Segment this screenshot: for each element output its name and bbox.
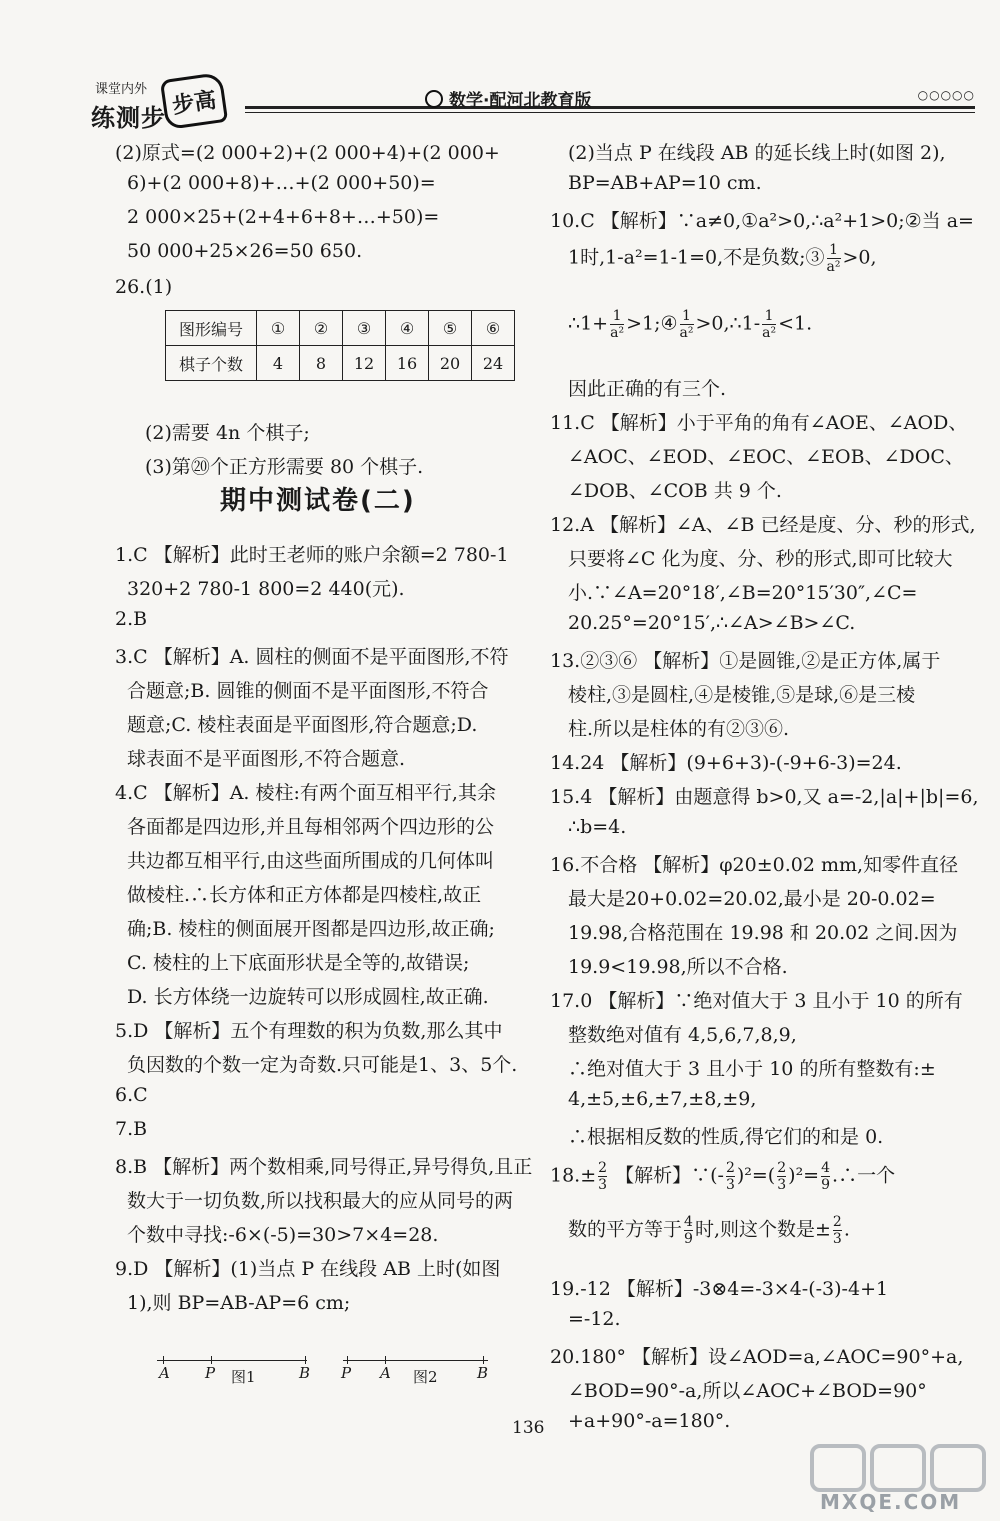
fraction <box>821 1160 830 1193</box>
table-cell: ① <box>257 311 300 346</box>
text-line: 小.∵∠A=20°18′,∠B=20°15′30″,∠C= <box>568 582 918 604</box>
fraction <box>827 242 841 275</box>
figure-caption: 图1 <box>231 1368 256 1386</box>
text-span: .∴一个 <box>832 1164 896 1187</box>
text-span: >1;④ <box>626 312 678 335</box>
text-line: 棱柱,③是圆柱,④是棱锥,⑤是球,⑥是三棱 <box>568 684 916 706</box>
text-span: >0, <box>842 246 877 269</box>
table-cell: 20 <box>429 346 472 381</box>
numerator: 1 <box>764 308 774 324</box>
text-span: )²=( <box>736 1164 776 1187</box>
text-span: 时,则这个数是± <box>694 1218 831 1241</box>
text-line: ∴b=4. <box>568 816 627 838</box>
text-line <box>568 1214 850 1247</box>
text-line: 19.9<19.98,所以不合格. <box>568 956 788 978</box>
text-line: 个数中寻找:-6×(-5)=30>7×4=28. <box>127 1224 439 1246</box>
text-line: D. 长方体绕一边旋转可以形成圆柱,故正确. <box>127 986 489 1008</box>
segment-line <box>157 1360 307 1361</box>
text-span: 【解析】∵(- <box>609 1164 724 1187</box>
table-cell: ② <box>300 311 343 346</box>
text-line: 13.②③⑥ 【解析】①是圆锥,②是正方体,属于 <box>550 650 941 672</box>
table-cell: 图形编号 <box>166 311 257 346</box>
text-line: ∴绝对值大于 3 且小于 10 的所有整数有:± <box>568 1058 936 1080</box>
text-line: 各面都是四边形,并且每相邻两个四边形的公 <box>127 816 495 838</box>
text-span: )²= <box>788 1164 820 1187</box>
section-title: 期中测试卷(二) <box>220 486 416 516</box>
denominator: 3 <box>832 1231 842 1247</box>
numerator: 2 <box>777 1160 787 1176</box>
numerator: 2 <box>598 1160 608 1176</box>
text-line: 320+2 780-1 800=2 440(元). <box>127 578 405 600</box>
point-label: A <box>159 1364 170 1382</box>
text-span: 18.± <box>550 1164 597 1187</box>
point-tick <box>347 1356 348 1364</box>
text-span: ∴1+ <box>568 312 609 335</box>
text-line: ∠AOC、∠EOD、∠EOC、∠EOB、∠DOC、 <box>568 446 964 468</box>
text-line: (2)当点 P 在线段 AB 的延长线上时(如图 2), <box>568 142 946 164</box>
text-line: 19.-12 【解析】-3⊗4=-3×4-(-3)-4+1 <box>550 1278 889 1300</box>
text-line: 整数绝对值有 4,5,6,7,8,9, <box>568 1024 797 1046</box>
text-line: 17.0 【解析】∵绝对值大于 3 且小于 10 的所有 <box>550 990 963 1012</box>
fraction <box>833 1214 842 1247</box>
table-cell: ⑤ <box>429 311 472 346</box>
text-line: 2 000×25+(2+4+6+8+…+50)= <box>127 206 440 228</box>
text-line <box>568 308 812 341</box>
text-line: 20.180° 【解析】设∠AOD=a,∠AOC=90°+a, <box>550 1346 964 1368</box>
watermark-text: MXQE.COM <box>820 1490 962 1514</box>
text-line: 9.D 【解析】(1)当点 P 在线段 AB 上时(如图 <box>115 1258 501 1280</box>
text-line: 共边都互相平行,由这些面所围成的几何体叫 <box>127 850 495 872</box>
fraction <box>598 1160 607 1193</box>
table-cell: 24 <box>472 346 515 381</box>
fraction <box>610 308 624 341</box>
text-line: (2)需要 4n 个棋子; <box>145 422 310 444</box>
text-line: 只要将∠C 化为度、分、秒的形式,即可比较大 <box>568 548 953 570</box>
point-label: B <box>477 1364 489 1382</box>
text-line: 14.24 【解析】(9+6+3)-(-9+6-3)=24. <box>550 752 902 774</box>
fraction <box>762 308 776 341</box>
figure-caption: 图2 <box>413 1368 438 1386</box>
text-line: +a+90°-a=180°. <box>568 1410 731 1432</box>
text-line: 6.C <box>115 1084 148 1106</box>
text-span: 1时,1-a²=1-1=0,不是负数;③ <box>568 246 825 269</box>
numerator: 2 <box>832 1214 842 1230</box>
point-tick <box>305 1356 306 1364</box>
text-line: 11.C 【解析】小于平角的角有∠AOE、∠AOD、 <box>550 412 968 434</box>
chess-table <box>165 310 515 381</box>
text-line: ∠BOD=90°-a,所以∠AOC+∠BOD=90° <box>568 1380 927 1402</box>
text-line: ∠DOB、∠COB 共 9 个. <box>568 480 782 502</box>
text-line: 数大于一切负数,所以找积最大的应从同号的两 <box>127 1190 514 1212</box>
numerator: 1 <box>829 242 838 258</box>
point-tick <box>163 1356 164 1364</box>
text-line: 球表面不是平面图形,不符合题意. <box>127 748 406 770</box>
header-rule-thin <box>245 112 975 113</box>
table-cell: ④ <box>386 311 429 346</box>
text-line: 12.A 【解析】∠A、∠B 已经是度、分、秒的形式, <box>550 514 976 536</box>
text-line: 柱.所以是柱体的有②③⑥. <box>568 718 790 740</box>
text-line: 10.C 【解析】∵a≠0,①a²>0,∴a²+1>0;②当 a= <box>550 210 974 232</box>
table-cell: ⑥ <box>472 311 515 346</box>
text-line: 确;B. 棱柱的侧面展开图都是四边形,故正确; <box>127 918 495 940</box>
denominator: a² <box>762 325 777 341</box>
text-line: 20.25°=20°15′,∴∠A>∠B>∠C. <box>568 612 856 634</box>
text-span: . <box>843 1218 850 1241</box>
text-span: 数的平方等于 <box>568 1218 683 1241</box>
fraction <box>684 1214 693 1247</box>
brand-logo: 步高 <box>160 72 228 130</box>
denominator: a² <box>610 325 625 341</box>
text-line: (2)原式=(2 000+2)+(2 000+4)+(2 000+ <box>115 142 500 164</box>
numerator: 4 <box>684 1214 693 1230</box>
table-cell: 12 <box>343 346 386 381</box>
table-cell: 4 <box>257 346 300 381</box>
text-line: 7.B <box>115 1118 148 1140</box>
text-line <box>550 1160 895 1193</box>
text-span: >0,∴1- <box>695 312 761 335</box>
denominator: 3 <box>725 1177 735 1193</box>
table-cell: ③ <box>343 311 386 346</box>
point-tick <box>385 1356 386 1364</box>
denominator: 3 <box>598 1177 608 1193</box>
text-line: BP=AB+AP=10 cm. <box>568 172 762 194</box>
denominator: 3 <box>777 1177 787 1193</box>
segment-line <box>343 1360 488 1361</box>
page-number: 136 <box>512 1418 545 1438</box>
point-tick <box>211 1356 212 1364</box>
question-label: 26.(1) <box>115 276 173 298</box>
point-label: A <box>380 1364 391 1382</box>
table-cell: 8 <box>300 346 343 381</box>
header-rule <box>245 106 975 109</box>
text-line: 4,±5,±6,±7,±8,±9, <box>568 1088 757 1110</box>
text-line: 5.D 【解析】五个有理数的积为负数,那么其中 <box>115 1020 503 1042</box>
text-line: 1),则 BP=AB-AP=6 cm; <box>127 1292 351 1314</box>
fraction <box>726 1160 735 1193</box>
text-line: =-12. <box>568 1308 621 1330</box>
subject-circle-icon <box>425 90 443 108</box>
text-span: <1. <box>778 312 813 335</box>
table-row <box>166 346 515 381</box>
text-line: 题意;C. 棱柱表面是平面图形,符合题意;D. <box>127 714 478 736</box>
numerator: 1 <box>612 308 622 324</box>
text-line: 合题意;B. 圆锥的侧面不是平面图形,不符合 <box>127 680 489 702</box>
text-line <box>568 242 877 275</box>
denominator: 9 <box>684 1231 693 1247</box>
brand-title: 练测步 <box>91 104 166 132</box>
text-line: 50 000+25×26=50 650. <box>127 240 363 262</box>
fraction <box>680 308 694 341</box>
numerator: 4 <box>821 1160 831 1176</box>
text-line: 2.B <box>115 608 148 630</box>
subject-label <box>425 86 591 111</box>
subject-text: 数学·配河北教育版 <box>449 91 592 111</box>
text-line: 最大是20+0.02=20.02,最小是 20-0.02= <box>568 888 936 910</box>
point-label: P <box>205 1364 216 1382</box>
header-dots: ○○○○○ <box>917 88 975 102</box>
text-line: 19.98,合格范围在 19.98 和 20.02 之间.因为 <box>568 922 958 944</box>
brand-tagline: 课堂内外 <box>95 82 148 97</box>
page-header <box>85 72 975 134</box>
text-line: 3.C 【解析】A. 圆柱的侧面不是平面图形,不符 <box>115 646 509 668</box>
text-line: 16.不合格 【解析】φ20±0.02 mm,知零件直径 <box>550 854 959 876</box>
denominator: a² <box>826 259 841 275</box>
text-line: 4.C 【解析】A. 棱柱:有两个面互相平行,其余 <box>115 782 496 804</box>
numerator: 1 <box>682 308 691 324</box>
denominator: a² <box>679 325 694 341</box>
point-label: P <box>341 1364 352 1382</box>
table-row <box>166 311 515 346</box>
fraction <box>777 1160 786 1193</box>
text-line: 负因数的个数一定为奇数.只可能是1、3、5个. <box>127 1054 518 1076</box>
text-line: (3)第⑳个正方形需要 80 个棋子. <box>145 456 424 478</box>
text-line: 1.C 【解析】此时王老师的账户余额=2 780-1 <box>115 544 509 566</box>
point-tick <box>483 1356 484 1364</box>
text-line: 15.4 【解析】由题意得 b>0,又 a=-2,|a|+|b|=6, <box>550 786 979 808</box>
denominator: 9 <box>821 1177 831 1193</box>
text-line: 因此正确的有三个. <box>568 378 727 400</box>
point-label: B <box>299 1364 311 1382</box>
text-line: ∴根据相反数的性质,得它们的和是 0. <box>568 1126 884 1148</box>
text-line: 8.B 【解析】两个数相乘,同号得正,异号得负,且正 <box>115 1156 533 1178</box>
text-line: 做棱柱.∴长方体和正方体都是四棱柱,故正 <box>127 884 482 906</box>
text-line: 6)+(2 000+8)+…+(2 000+50)= <box>127 172 436 194</box>
numerator: 2 <box>725 1160 735 1176</box>
text-line: C. 棱柱的上下底面形状是全等的,故错误; <box>127 952 470 974</box>
table-cell: 棋子个数 <box>166 346 257 381</box>
table-cell: 16 <box>386 346 429 381</box>
